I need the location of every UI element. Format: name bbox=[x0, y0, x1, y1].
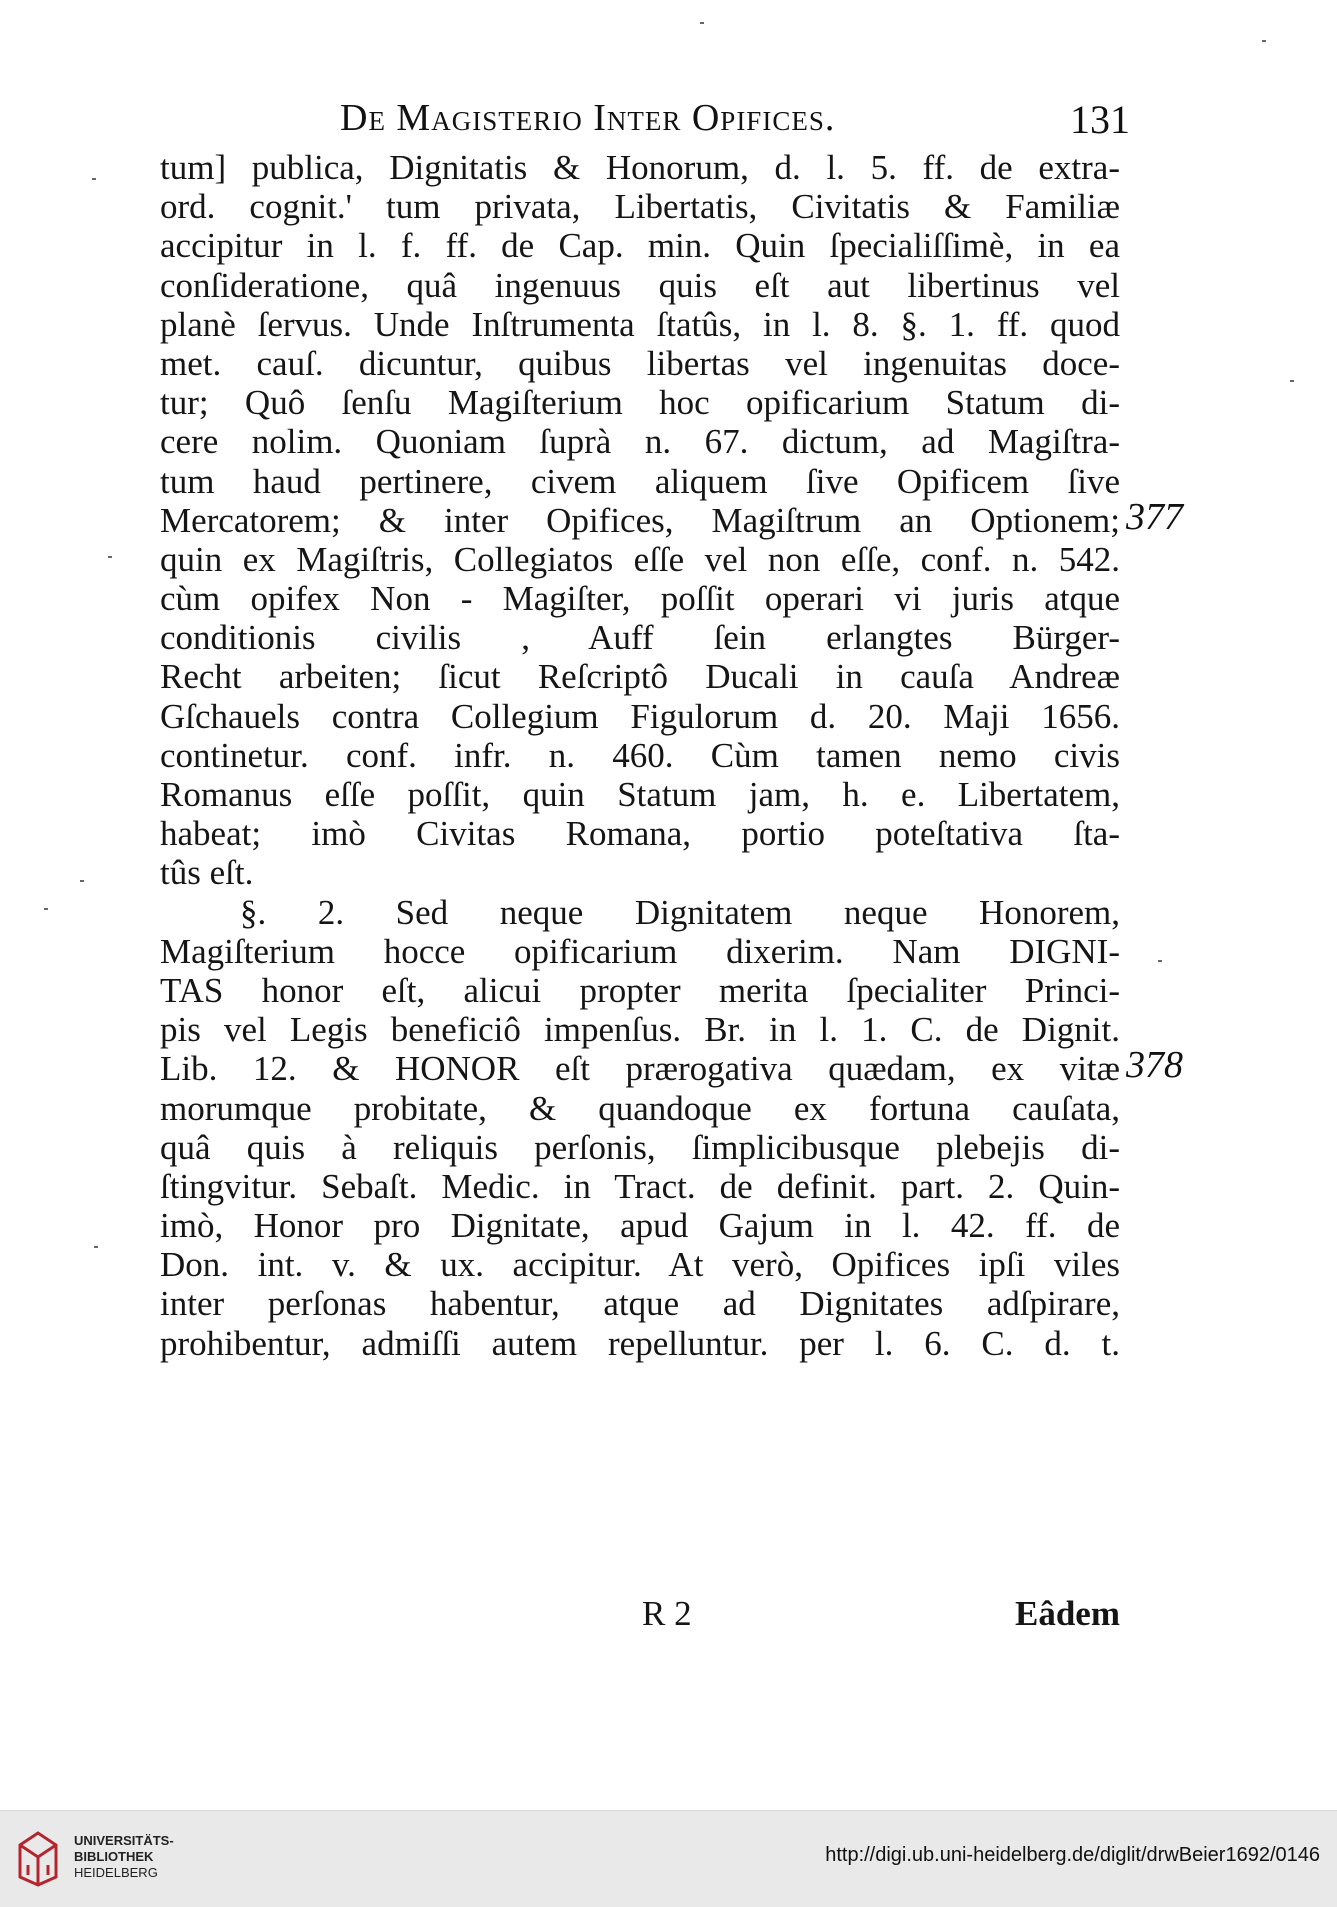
page-header bbox=[340, 96, 1130, 140]
scan-speck bbox=[80, 880, 84, 882]
text-line: met. cauſ. dicuntur, quibus libertas vel ingenuitas doce- bbox=[160, 343, 1120, 383]
scan-speck bbox=[1158, 960, 1162, 962]
page-foot bbox=[160, 1594, 1120, 1634]
text-line: tum haud pertinere, civem aliquem ſive Opificem ſive bbox=[160, 461, 1120, 501]
scan-speck bbox=[1262, 40, 1266, 42]
text-line: quin ex Magiſtris, Collegiatos eſſe vel non eſſe, conf. n. 542. bbox=[160, 539, 1120, 579]
text-line: imò, Honor pro Dignitate, apud Gajum in l. 42. ff. de bbox=[160, 1206, 1120, 1246]
text-line: Recht arbeiten; ſicut Reſcriptô Ducali in cauſa Andreæ bbox=[160, 657, 1120, 697]
library-name-line: BIBLIOTHEK bbox=[74, 1849, 154, 1864]
text-line: TAS honor eſt, alicui propter merita ſpecialiter Princi- bbox=[160, 970, 1120, 1010]
text-line: Don. int. v. & ux. accipitur. At verò, Opifices ipſi viles bbox=[160, 1245, 1120, 1285]
text-line: inter perſonas habentur, atque ad Dignitates adſpirare, bbox=[160, 1284, 1120, 1324]
text-line: §. 2. Sed neque Dignitatem neque Honorem, bbox=[240, 892, 1120, 932]
signature-mark: R 2 bbox=[642, 1594, 692, 1633]
scan-speck bbox=[94, 1246, 98, 1248]
text-line: cùm opifex Non - Magiſter, poſſit operari vi juris atque bbox=[160, 579, 1120, 619]
text-line: cere nolim. Quoniam ſuprà n. 67. dictum, ad Magiſtra- bbox=[160, 422, 1120, 462]
text-line: continetur. conf. infr. n. 460. Cùm tamen nemo civis bbox=[160, 735, 1120, 775]
running-title: De Magisterio Inter Opifices. bbox=[340, 97, 836, 139]
library-name-line: HEIDELBERG bbox=[74, 1865, 158, 1880]
text-line: Gſchauels contra Collegium Figulorum d. 20. Maji 1656. bbox=[160, 696, 1120, 736]
text-line: planè ſervus. Unde Inſtrumenta ſtatûs, in l. 8. §. 1. ff. quod bbox=[160, 304, 1120, 344]
body-text bbox=[160, 148, 1120, 1363]
scan-speck bbox=[92, 178, 96, 180]
scan-speck bbox=[700, 22, 704, 24]
text-line: ſtingvitur. Sebaſt. Medic. in Tract. de definit. part. 2. Quin- bbox=[160, 1166, 1120, 1206]
text-line: morumque probitate, & quandoque ex fortuna cauſata, bbox=[160, 1088, 1120, 1128]
text-line: prohibentur, admiſſi autem repelluntur. per l. 6. C. d. t. bbox=[160, 1323, 1120, 1363]
text-line: ord. cognit.' tum privata, Libertatis, Civitatis & Familiæ bbox=[160, 187, 1120, 227]
margin-number: 378 bbox=[1126, 1044, 1183, 1086]
text-line: Magiſterium hocce opificarium dixerim. Nam DIGNI- bbox=[160, 931, 1120, 971]
library-logo-icon bbox=[14, 1825, 64, 1889]
page-number: 131 bbox=[1070, 97, 1130, 142]
margin-number: 377 bbox=[1126, 496, 1183, 538]
viewer-footer bbox=[0, 1810, 1337, 1907]
text-line: Romanus eſſe poſſit, quin Statum jam, h. e. Libertatem, bbox=[160, 775, 1120, 814]
text-line: tum] publica, Dignitatis & Honorum, d. l. 5. ff. de extra- bbox=[160, 148, 1120, 187]
text-line: accipitur in l. f. ff. de Cap. min. Quin ſpecialiſſimè, in ea bbox=[160, 226, 1120, 266]
library-name bbox=[74, 1833, 174, 1881]
scan-speck bbox=[1290, 380, 1294, 382]
source-url-link[interactable]: http://digi.ub.uni-heidelberg.de/diglit/drwBeier1692/0146 bbox=[825, 1844, 1320, 1866]
text-line: quâ quis à reliquis perſonis, ſimplicibusque plebejis di- bbox=[160, 1127, 1120, 1167]
scan-speck bbox=[108, 556, 112, 558]
library-name-line: UNIVERSITÄTS- bbox=[74, 1833, 174, 1848]
text-line: conſideratione, quâ ingenuus quis eſt aut libertinus vel bbox=[160, 265, 1120, 305]
scan-speck bbox=[44, 908, 48, 910]
text-line: Mercatorem; & inter Opifices, Magiſtrum an Optionem; bbox=[160, 500, 1120, 540]
text-line: pis vel Legis beneficiô impenſus. Br. in l. 1. C. de Dignit. bbox=[160, 1010, 1120, 1050]
text-line: tûs eſt. bbox=[160, 853, 254, 893]
text-line: habeat; imò Civitas Romana, portio poteſtativa ſta- bbox=[160, 814, 1120, 854]
catchword: Eâdem bbox=[1015, 1594, 1120, 1633]
text-line: Lib. 12. & HONOR eſt prærogativa quædam, ex vitæ bbox=[160, 1049, 1120, 1089]
text-line: conditionis civilis , Auff ſein erlangtes Bürger- bbox=[160, 618, 1120, 658]
text-line: tur; Quô ſenſu Magiſterium hoc opificarium Statum di- bbox=[160, 383, 1120, 423]
